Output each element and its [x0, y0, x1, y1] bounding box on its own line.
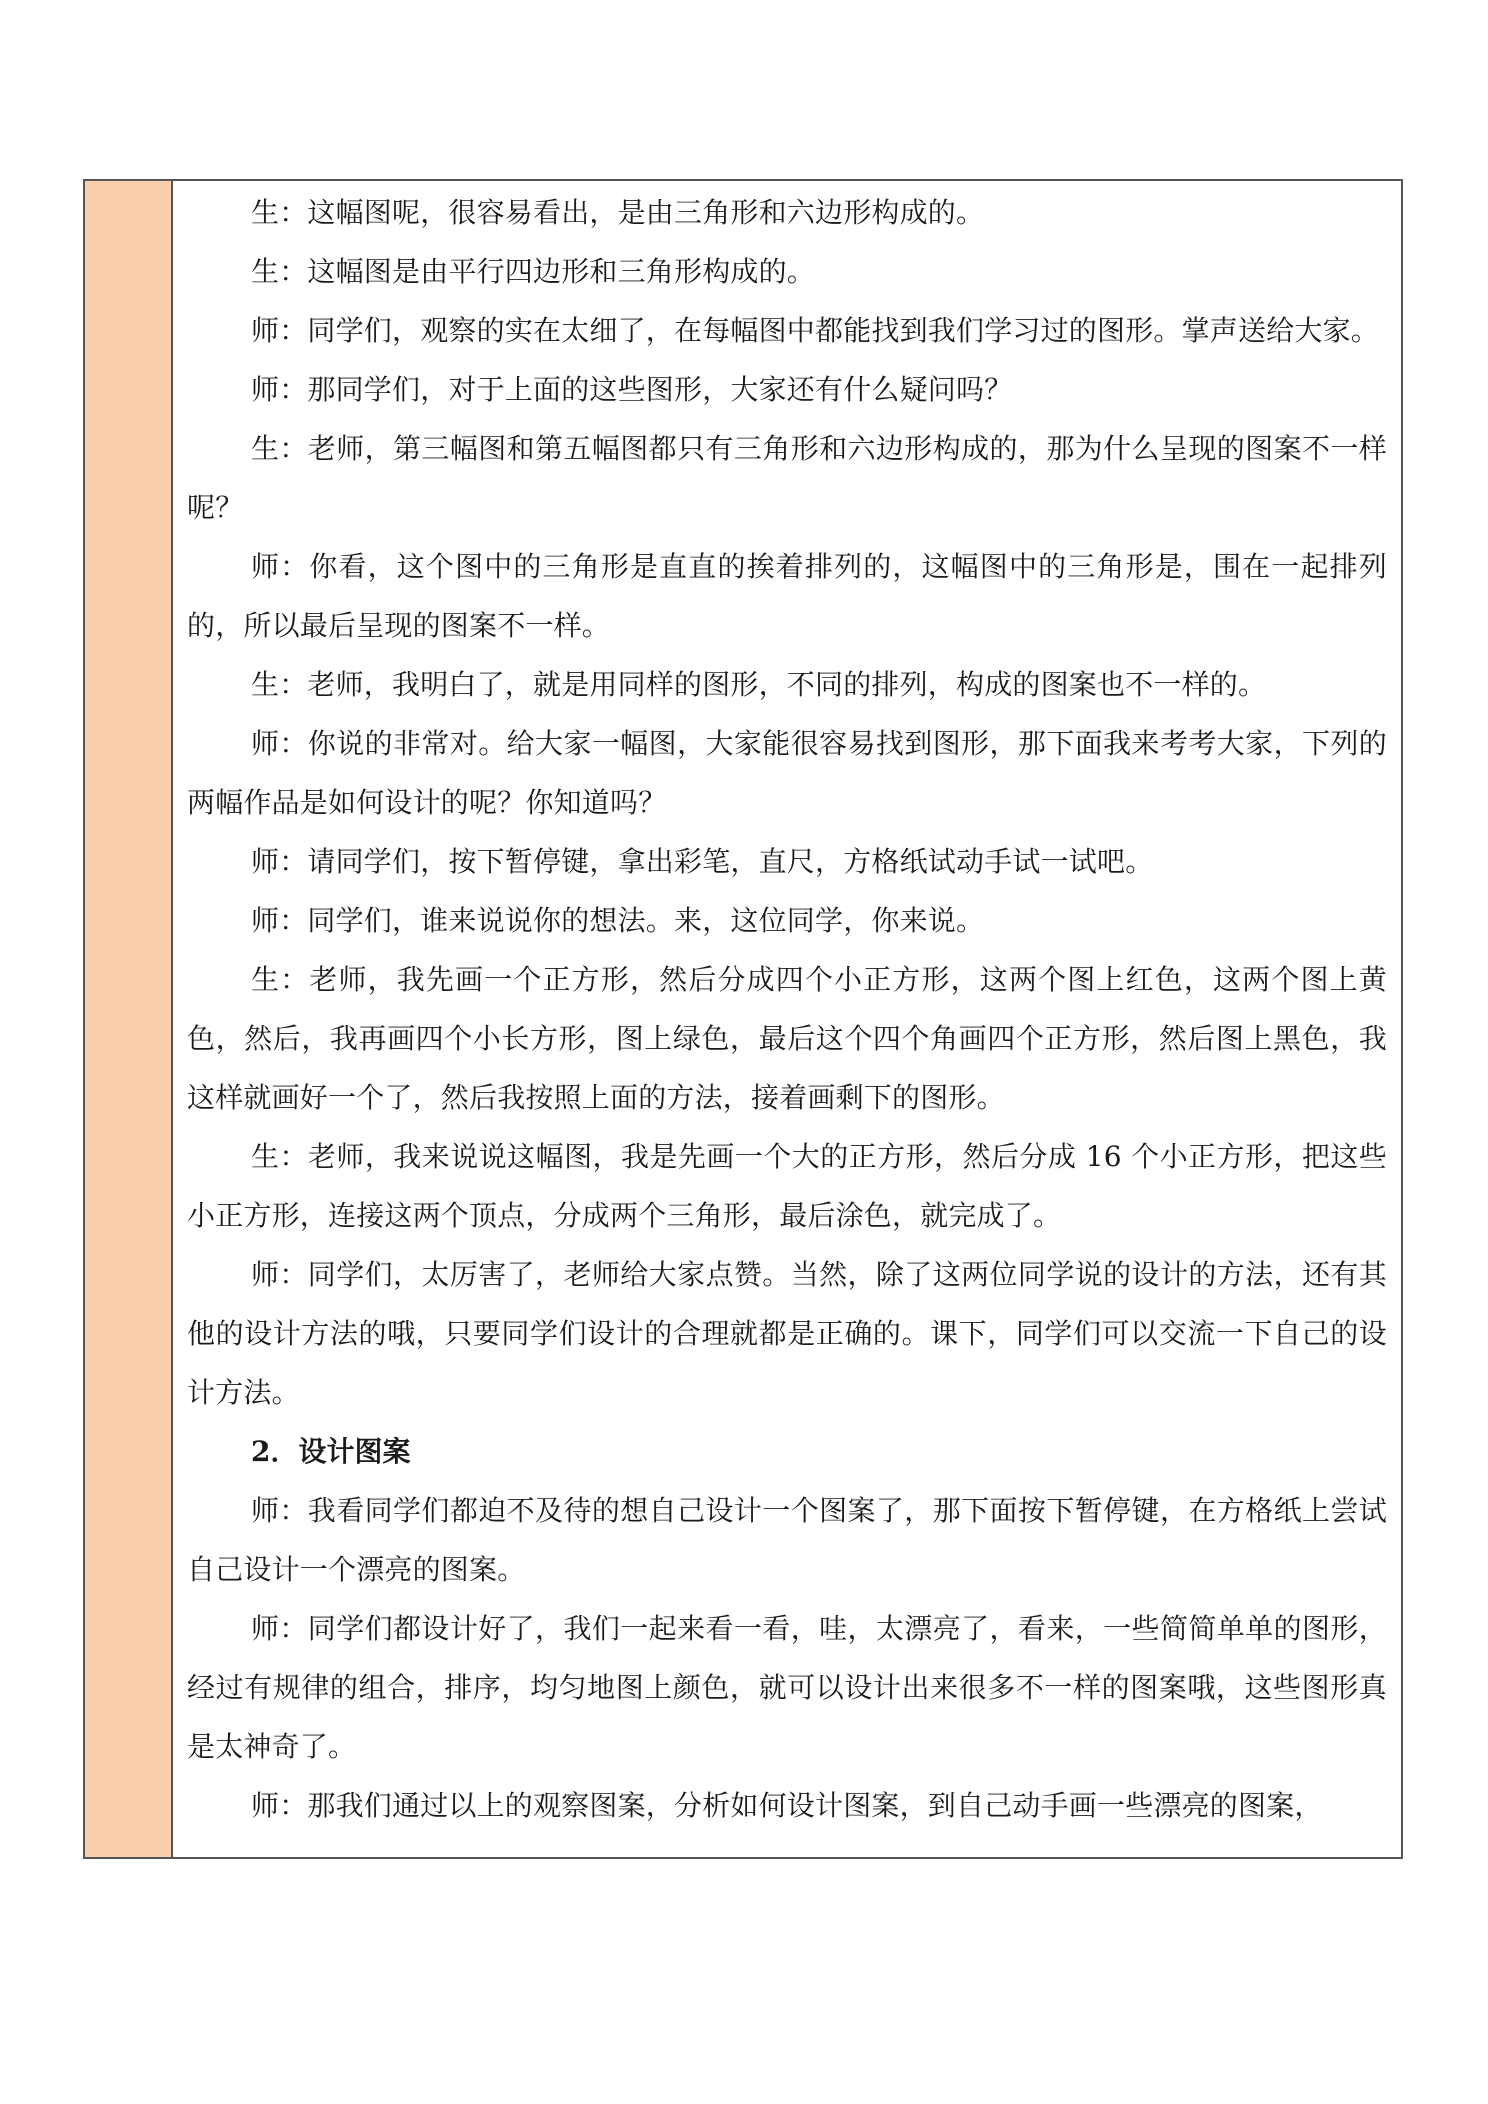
dialogue-paragraph: 生：老师，我来说说这幅图，我是先画一个大的正方形，然后分成 16 个小正方形，把这些小正方形，连接这两个顶点，分成两个三角形，最后涂色，就完成了。 [187, 1140, 1387, 1232]
dialogue-paragraph: 师：同学们，观察的实在太细了，在每幅图中都能找到我们学习过的图形。掌声送给大家。 [251, 314, 1380, 347]
lesson-table [83, 179, 1403, 1859]
dialogue-paragraph: 生：老师，我明白了，就是用同样的图形，不同的排列，构成的图案也不一样的。 [251, 668, 1267, 701]
dialogue-paragraph: 师：我看同学们都迫不及待的想自己设计一个图案了，那下面按下暂停键，在方格纸上尝试自己设计一个漂亮的图案。 [187, 1494, 1387, 1586]
section-label-column [85, 181, 173, 1857]
lesson-content [187, 181, 1387, 1835]
dialogue-paragraph: 师：同学们，谁来说说你的想法。来，这位同学，你来说。 [251, 904, 985, 937]
dialogue-paragraph: 生：老师，第三幅图和第五幅图都只有三角形和六边形构成的，那为什么呈现的图案不一样呢？ [187, 432, 1387, 524]
dialogue-paragraph: 生：这幅图是由平行四边形和三角形构成的。 [251, 255, 816, 288]
dialogue-paragraph: 生：老师，我先画一个正方形，然后分成四个小正方形，这两个图上红色，这两个图上黄色，然后，我再画四个小长方形，图上绿色，最后这个四个角画四个正方形，然后图上黑色，我这样就画好一个了，然后我按照上面的方法，接着画剩下的图形。 [187, 963, 1387, 1114]
dialogue-paragraph: 师：你说的非常对。给大家一幅图，大家能很容易找到图形，那下面我来考考大家，下列的两幅作品是如何设计的呢？你知道吗？ [187, 727, 1387, 819]
dialogue-paragraph: 师：同学们，太厉害了，老师给大家点赞。当然，除了这两位同学说的设计的方法，还有其他的设计方法的哦，只要同学们设计的合理就都是正确的。课下，同学们可以交流一下自己的设计方法。 [187, 1258, 1387, 1409]
dialogue-paragraph: 师：那我们通过以上的观察图案，分析如何设计图案，到自己动手画一些漂亮的图案， [251, 1789, 1323, 1822]
dialogue-paragraph: 师：那同学们，对于上面的这些图形，大家还有什么疑问吗？ [251, 373, 1013, 406]
dialogue-paragraph: 师：同学们都设计好了，我们一起来看一看，哇，太漂亮了，看来，一些简简单单的图形，经过有规律的组合，排序，均匀地图上颜色，就可以设计出来很多不一样的图案哦，这些图形真是太神奇了。 [187, 1612, 1387, 1763]
dialogue-paragraph: 师：请同学们，按下暂停键，拿出彩笔，直尺，方格纸试动手试一试吧。 [251, 845, 1154, 878]
dialogue-paragraph: 师：你看，这个图中的三角形是直直的挨着排列的，这幅图中的三角形是，围在一起排列的，所以最后呈现的图案不一样。 [187, 550, 1387, 642]
dialogue-paragraph: 生：这幅图呢，很容易看出，是由三角形和六边形构成的。 [251, 196, 985, 229]
section-heading: 2．设计图案 [251, 1435, 411, 1468]
